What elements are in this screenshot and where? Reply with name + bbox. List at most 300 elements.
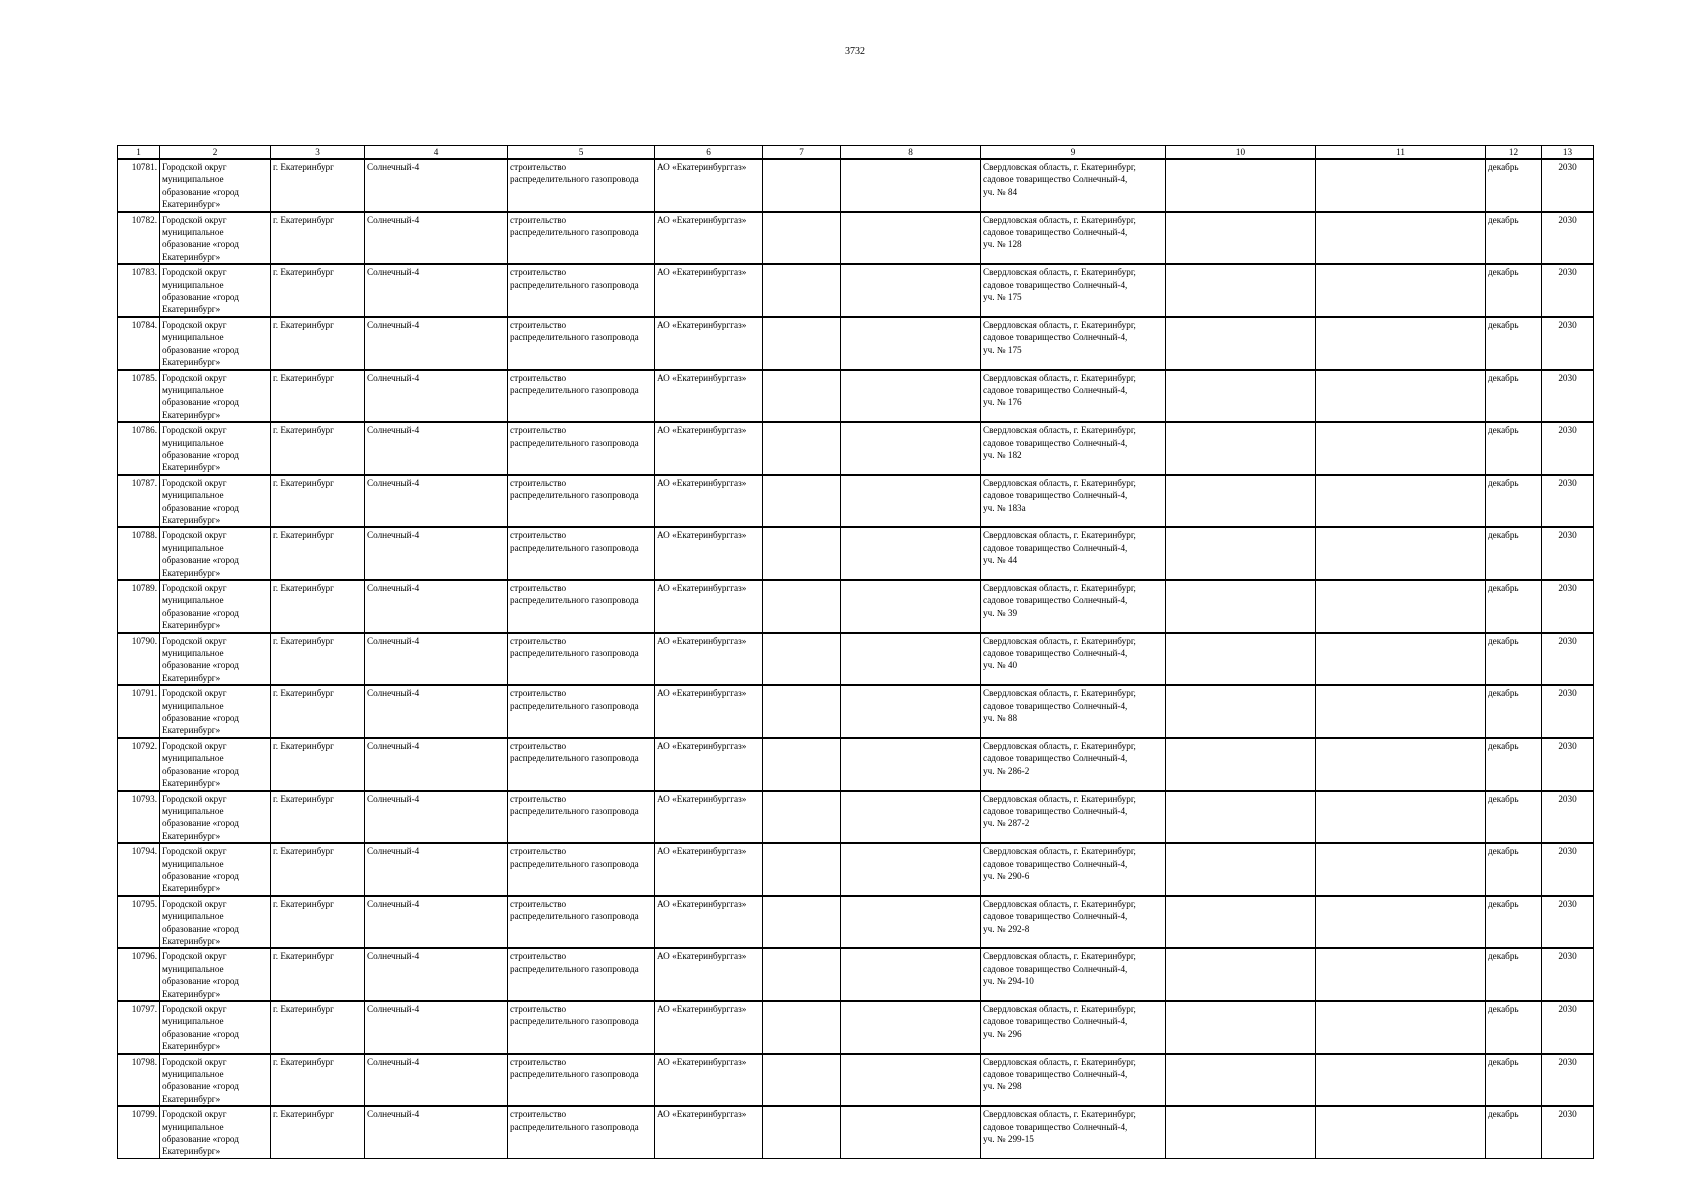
column-11-cell (1316, 370, 1486, 423)
work-type-cell (508, 843, 655, 896)
city-cell (271, 527, 365, 580)
year-cell-text: 2030 (1558, 372, 1577, 383)
settlement-cell-text: Солнечный-4 (367, 267, 420, 278)
column-8-cell (841, 843, 981, 896)
column-10-cell (1166, 1054, 1316, 1107)
column-7-cell (763, 1106, 841, 1158)
column-7-cell (763, 1054, 841, 1107)
year-cell-text: 2030 (1558, 898, 1577, 909)
row-number (118, 159, 160, 212)
city-cell-text: г. Екатеринбург (273, 162, 334, 172)
organization-cell (655, 685, 763, 738)
column-10-cell (1166, 633, 1316, 686)
row-number (118, 948, 160, 1001)
settlement-cell-text: Солнечный-4 (367, 1109, 420, 1120)
municipality-cell-text: Городской округ муниципальное образование «город Екатеринбург» (162, 1056, 239, 1104)
row-number (118, 1001, 160, 1054)
year-cell-text: 2030 (1558, 477, 1577, 488)
address-cell (981, 159, 1166, 212)
address-cell (981, 317, 1166, 370)
municipality-cell (160, 738, 271, 791)
row-number-text: 10795. (131, 898, 157, 909)
row-number-text: 10789. (131, 583, 157, 593)
organization-cell-text: АО «Екатеринбурггаз» (657, 477, 747, 488)
table-body (118, 159, 1594, 1158)
row-number (118, 370, 160, 423)
address-cell-text: Свердловская область, г. Екатеринбург, садовое товарищество Солнечный-4, уч. № 296 (983, 1004, 1136, 1039)
table-row (118, 1001, 1594, 1054)
column-7-cell (763, 685, 841, 738)
month-cell (1486, 791, 1542, 844)
work-type-cell (508, 264, 655, 317)
year-cell (1542, 791, 1594, 844)
settlement-cell (365, 580, 508, 633)
column-8-cell (841, 475, 981, 528)
municipality-cell-text: Городской округ муниципальное образование «город Екатеринбург» (162, 898, 239, 946)
column-8-cell (841, 317, 981, 370)
municipality-cell (160, 1054, 271, 1107)
municipality-cell-text: Городской округ муниципальное образование «город Екатеринбург» (162, 688, 239, 736)
organization-cell (655, 843, 763, 896)
column-11-cell (1316, 580, 1486, 633)
column-7-cell (763, 843, 841, 896)
month-cell-text: декабрь (1488, 583, 1519, 593)
table-row (118, 422, 1594, 475)
municipality-cell (160, 633, 271, 686)
address-cell (981, 264, 1166, 317)
column-8-cell (841, 527, 981, 580)
column-10-cell (1166, 685, 1316, 738)
column-8-cell (841, 896, 981, 949)
month-cell-text: декабрь (1488, 1056, 1519, 1067)
municipality-cell-text: Городской округ муниципальное образование «город Екатеринбург» (162, 267, 239, 315)
organization-cell-text: АО «Екатеринбурггаз» (657, 530, 747, 541)
city-cell-text: г. Екатеринбург (273, 740, 334, 751)
work-type-cell-text: строительство распределительного газопровода (510, 583, 639, 606)
city-cell-text: г. Екатеринбург (273, 477, 334, 488)
year-cell-text: 2030 (1558, 530, 1577, 541)
column-11-cell (1316, 685, 1486, 738)
month-cell-text: декабрь (1488, 267, 1519, 278)
city-cell-text: г. Екатеринбург (273, 214, 334, 225)
work-type-cell-text: строительство распределительного газопровода (510, 740, 639, 764)
city-cell-text: г. Екатеринбург (273, 951, 334, 962)
work-type-cell-text: строительство распределительного газопровода (510, 1056, 639, 1080)
settlement-cell (365, 738, 508, 791)
municipality-cell-text: Городской округ муниципальное образование «город Екатеринбург» (162, 372, 239, 420)
address-cell-text: Свердловская область, г. Екатеринбург, садовое товарищество Солнечный-4, уч. № 182 (983, 425, 1136, 460)
table-row (118, 633, 1594, 686)
column-header-4: 4 (365, 146, 508, 160)
month-cell (1486, 422, 1542, 475)
row-number (118, 791, 160, 844)
work-type-cell-text: строительство распределительного газопровода (510, 898, 639, 922)
column-11-cell (1316, 948, 1486, 1001)
city-cell (271, 212, 365, 265)
settlement-cell (365, 317, 508, 370)
settlement-cell-text: Солнечный-4 (367, 214, 420, 225)
settlement-cell (365, 422, 508, 475)
month-cell (1486, 212, 1542, 265)
year-cell (1542, 317, 1594, 370)
municipality-cell (160, 791, 271, 844)
address-cell (981, 633, 1166, 686)
work-type-cell-text: строительство распределительного газопровода (510, 1109, 639, 1132)
city-cell-text: г. Екатеринбург (273, 1056, 334, 1067)
settlement-cell-text: Солнечный-4 (367, 951, 420, 962)
address-cell (981, 475, 1166, 528)
year-cell-text: 2030 (1558, 740, 1577, 751)
municipality-cell (160, 685, 271, 738)
city-cell-text: г. Екатеринбург (273, 1109, 334, 1120)
address-cell-text: Свердловская область, г. Екатеринбург, садовое товарищество Солнечный-4, уч. № 183а (983, 477, 1136, 513)
city-cell-text: г. Екатеринбург (273, 372, 334, 383)
city-cell-text: г. Екатеринбург (273, 530, 334, 541)
year-cell-text: 2030 (1558, 793, 1577, 804)
month-cell (1486, 317, 1542, 370)
address-cell-text: Свердловская область, г. Екатеринбург, садовое товарищество Солнечный-4, уч. № 299-15 (983, 1109, 1136, 1145)
column-header-5: 5 (508, 146, 655, 160)
row-number-text: 10787. (131, 477, 157, 488)
column-10-cell (1166, 948, 1316, 1001)
municipality-cell-text: Городской округ муниципальное образование «город Екатеринбург» (162, 740, 239, 789)
city-cell (271, 475, 365, 528)
work-type-cell-text: строительство распределительного газопровода (510, 267, 639, 290)
work-type-cell-text: строительство распределительного газопровода (510, 477, 639, 501)
table-row (118, 791, 1594, 844)
column-7-cell (763, 264, 841, 317)
column-7-cell (763, 159, 841, 212)
municipality-cell-text: Городской округ муниципальное образование «город Екатеринбург» (162, 319, 239, 368)
settlement-cell-text: Солнечный-4 (367, 846, 420, 857)
work-type-cell (508, 527, 655, 580)
column-11-cell (1316, 896, 1486, 949)
address-cell-text: Свердловская область, г. Екатеринбург, садовое товарищество Солнечный-4, уч. № 298 (983, 1056, 1136, 1092)
city-cell (271, 896, 365, 949)
column-header-13: 13 (1542, 146, 1594, 160)
column-header-3: 3 (271, 146, 365, 160)
column-7-cell (763, 738, 841, 791)
organization-cell (655, 738, 763, 791)
year-cell (1542, 1054, 1594, 1107)
month-cell (1486, 527, 1542, 580)
work-type-cell (508, 475, 655, 528)
column-8-cell (841, 791, 981, 844)
column-8-cell (841, 685, 981, 738)
organization-cell (655, 527, 763, 580)
column-header-12: 12 (1486, 146, 1542, 160)
settlement-cell (365, 475, 508, 528)
organization-cell-text: АО «Екатеринбурггаз» (657, 425, 747, 436)
row-number (118, 580, 160, 633)
column-8-cell (841, 370, 981, 423)
row-number-text: 10799. (131, 1109, 157, 1120)
work-type-cell-text: строительство распределительного газопровода (510, 372, 639, 395)
organization-cell-text: АО «Екатеринбурггаз» (657, 1056, 747, 1067)
work-type-cell (508, 1001, 655, 1054)
month-cell-text: декабрь (1488, 740, 1519, 751)
year-cell-text: 2030 (1558, 319, 1577, 330)
row-number-text: 10791. (131, 688, 157, 699)
organization-cell (655, 1001, 763, 1054)
city-cell (271, 580, 365, 633)
address-cell-text: Свердловская область, г. Екатеринбург, садовое товарищество Солнечный-4, уч. № 287-2 (983, 793, 1136, 829)
work-type-cell (508, 370, 655, 423)
work-type-cell (508, 580, 655, 633)
year-cell (1542, 527, 1594, 580)
city-cell (271, 1001, 365, 1054)
organization-cell-text: АО «Екатеринбурггаз» (657, 793, 747, 804)
address-cell-text: Свердловская область, г. Екатеринбург, садовое товарищество Солнечный-4, уч. № 40 (983, 635, 1136, 671)
city-cell (271, 738, 365, 791)
row-number (118, 475, 160, 528)
row-number (118, 212, 160, 265)
organization-cell-text: АО «Екатеринбурггаз» (657, 635, 747, 646)
month-cell-text: декабрь (1488, 372, 1519, 383)
organization-cell (655, 370, 763, 423)
address-cell (981, 370, 1166, 423)
municipality-cell (160, 212, 271, 265)
row-number (118, 1106, 160, 1158)
settlement-cell (365, 370, 508, 423)
organization-cell (655, 580, 763, 633)
municipality-cell-text: Городской округ муниципальное образование «город Екатеринбург» (162, 1004, 239, 1052)
city-cell-text: г. Екатеринбург (273, 583, 334, 593)
month-cell (1486, 1106, 1542, 1158)
column-header-2: 2 (160, 146, 271, 160)
organization-cell-text: АО «Екатеринбурггаз» (657, 214, 747, 225)
municipality-cell (160, 1001, 271, 1054)
address-cell-text: Свердловская область, г. Екатеринбург, садовое товарищество Солнечный-4, уч. № 128 (983, 214, 1136, 250)
organization-cell-text: АО «Екатеринбурггаз» (657, 162, 747, 172)
organization-cell-text: АО «Екатеринбурггаз» (657, 319, 747, 330)
municipality-cell-text: Городской округ муниципальное образование «город Екатеринбург» (162, 951, 239, 999)
address-cell (981, 1106, 1166, 1158)
table-row (118, 1106, 1594, 1158)
row-number-text: 10785. (131, 372, 157, 383)
address-cell-text: Свердловская область, г. Екатеринбург, садовое товарищество Солнечный-4, уч. № 286-2 (983, 740, 1136, 776)
column-header-1: 1 (118, 146, 160, 160)
year-cell (1542, 738, 1594, 791)
column-header-6: 6 (655, 146, 763, 160)
column-10-cell (1166, 159, 1316, 212)
row-number (118, 1054, 160, 1107)
column-8-cell (841, 948, 981, 1001)
year-cell-text: 2030 (1558, 267, 1577, 278)
column-10-cell (1166, 475, 1316, 528)
year-cell (1542, 633, 1594, 686)
city-cell (271, 317, 365, 370)
row-number (118, 633, 160, 686)
organization-cell-text: АО «Екатеринбурггаз» (657, 688, 747, 699)
month-cell-text: декабрь (1488, 846, 1519, 857)
column-header-7: 7 (763, 146, 841, 160)
year-cell-text: 2030 (1558, 635, 1577, 646)
year-cell-text: 2030 (1558, 846, 1577, 857)
year-cell-text: 2030 (1558, 688, 1577, 699)
city-cell-text: г. Екатеринбург (273, 319, 334, 330)
month-cell (1486, 475, 1542, 528)
municipality-cell (160, 843, 271, 896)
work-type-cell-text: строительство распределительного газопровода (510, 635, 639, 659)
column-11-cell (1316, 843, 1486, 896)
month-cell (1486, 896, 1542, 949)
address-cell (981, 896, 1166, 949)
city-cell (271, 370, 365, 423)
settlement-cell-text: Солнечный-4 (367, 635, 420, 646)
row-number-text: 10786. (131, 425, 157, 436)
municipality-cell (160, 422, 271, 475)
settlement-cell (365, 1106, 508, 1158)
column-10-cell (1166, 527, 1316, 580)
month-cell-text: декабрь (1488, 898, 1519, 909)
work-type-cell (508, 317, 655, 370)
table-row (118, 580, 1594, 633)
column-8-cell (841, 633, 981, 686)
settlement-cell (365, 212, 508, 265)
city-cell-text: г. Екатеринбург (273, 793, 334, 804)
address-cell-text: Свердловская область, г. Екатеринбург, садовое товарищество Солнечный-4, уч. № 175 (983, 319, 1136, 355)
municipality-cell-text: Городской округ муниципальное образование «город Екатеринбург» (162, 846, 239, 894)
column-10-cell (1166, 264, 1316, 317)
settlement-cell (365, 1001, 508, 1054)
settlement-cell-text: Солнечный-4 (367, 425, 420, 436)
organization-cell-text: АО «Екатеринбурггаз» (657, 898, 747, 909)
month-cell (1486, 370, 1542, 423)
address-cell-text: Свердловская область, г. Екатеринбург, садовое товарищество Солнечный-4, уч. № 88 (983, 688, 1136, 724)
address-cell (981, 580, 1166, 633)
year-cell-text: 2030 (1558, 1056, 1577, 1067)
city-cell-text: г. Екатеринбург (273, 898, 334, 909)
column-8-cell (841, 738, 981, 791)
municipality-cell-text: Городской округ муниципальное образование «город Екатеринбург» (162, 635, 239, 683)
year-cell (1542, 1106, 1594, 1158)
organization-cell (655, 633, 763, 686)
work-type-cell-text: строительство распределительного газопровода (510, 530, 639, 553)
month-cell (1486, 948, 1542, 1001)
row-number-text: 10783. (131, 267, 157, 278)
work-type-cell (508, 948, 655, 1001)
column-8-cell (841, 1001, 981, 1054)
column-11-cell (1316, 475, 1486, 528)
row-number-text: 10784. (131, 319, 157, 330)
column-7-cell (763, 475, 841, 528)
settlement-cell-text: Солнечный-4 (367, 477, 420, 488)
municipality-cell (160, 475, 271, 528)
organization-cell-text: АО «Екатеринбурггаз» (657, 1004, 747, 1014)
row-number (118, 896, 160, 949)
city-cell (271, 159, 365, 212)
year-cell-text: 2030 (1558, 951, 1577, 962)
column-10-cell (1166, 843, 1316, 896)
month-cell-text: декабрь (1488, 635, 1519, 646)
column-10-cell (1166, 791, 1316, 844)
address-cell (981, 843, 1166, 896)
table-row (118, 317, 1594, 370)
row-number (118, 317, 160, 370)
settlement-cell (365, 948, 508, 1001)
month-cell (1486, 685, 1542, 738)
table-row (118, 212, 1594, 265)
settlement-cell-text: Солнечный-4 (367, 162, 420, 172)
month-cell (1486, 580, 1542, 633)
row-number (118, 422, 160, 475)
settlement-cell (365, 843, 508, 896)
organization-cell (655, 317, 763, 370)
settlement-cell-text: Солнечный-4 (367, 740, 420, 751)
settlement-cell-text: Солнечный-4 (367, 319, 420, 330)
city-cell (271, 633, 365, 686)
work-type-cell-text: строительство распределительного газопровода (510, 214, 639, 238)
row-number (118, 738, 160, 791)
address-cell (981, 1054, 1166, 1107)
column-11-cell (1316, 422, 1486, 475)
column-11-cell (1316, 212, 1486, 265)
column-10-cell (1166, 896, 1316, 949)
municipality-cell (160, 580, 271, 633)
year-cell (1542, 370, 1594, 423)
document-table (117, 145, 1594, 1159)
column-11-cell (1316, 317, 1486, 370)
year-cell (1542, 264, 1594, 317)
municipality-cell (160, 948, 271, 1001)
address-cell-text: Свердловская область, г. Екатеринбург, садовое товарищество Солнечный-4, уч. № 290-6 (983, 846, 1136, 881)
address-cell (981, 685, 1166, 738)
work-type-cell (508, 1106, 655, 1158)
settlement-cell-text: Солнечный-4 (367, 793, 420, 804)
settlement-cell (365, 264, 508, 317)
settlement-cell (365, 633, 508, 686)
year-cell (1542, 896, 1594, 949)
month-cell-text: декабрь (1488, 530, 1519, 541)
column-11-cell (1316, 1106, 1486, 1158)
organization-cell (655, 1054, 763, 1107)
address-cell-text: Свердловская область, г. Екатеринбург, садовое товарищество Солнечный-4, уч. № 176 (983, 372, 1136, 408)
organization-cell-text: АО «Екатеринбурггаз» (657, 951, 747, 962)
column-7-cell (763, 791, 841, 844)
municipality-cell (160, 159, 271, 212)
city-cell-text: г. Екатеринбург (273, 1004, 334, 1014)
table-row (118, 370, 1594, 423)
column-10-cell (1166, 212, 1316, 265)
work-type-cell (508, 1054, 655, 1107)
year-cell (1542, 159, 1594, 212)
row-number-text: 10790. (131, 635, 157, 646)
column-7-cell (763, 370, 841, 423)
year-cell (1542, 685, 1594, 738)
municipality-cell-text: Городской округ муниципальное образование «город Екатеринбург» (162, 425, 239, 473)
settlement-cell (365, 791, 508, 844)
organization-cell (655, 896, 763, 949)
settlement-cell-text: Солнечный-4 (367, 530, 420, 541)
city-cell (271, 264, 365, 317)
settlement-cell (365, 159, 508, 212)
municipality-cell (160, 1106, 271, 1158)
month-cell-text: декабрь (1488, 214, 1519, 225)
work-type-cell-text: строительство распределительного газопровода (510, 1004, 639, 1027)
column-7-cell (763, 580, 841, 633)
header-row (118, 146, 1594, 160)
organization-cell (655, 475, 763, 528)
column-7-cell (763, 896, 841, 949)
year-cell-text: 2030 (1558, 1004, 1577, 1014)
column-11-cell (1316, 527, 1486, 580)
table-row (118, 527, 1594, 580)
month-cell (1486, 1001, 1542, 1054)
address-cell-text: Свердловская область, г. Екатеринбург, садовое товарищество Солнечный-4, уч. № 84 (983, 162, 1136, 197)
page-number: 3732 (845, 46, 865, 57)
year-cell-text: 2030 (1558, 214, 1577, 225)
